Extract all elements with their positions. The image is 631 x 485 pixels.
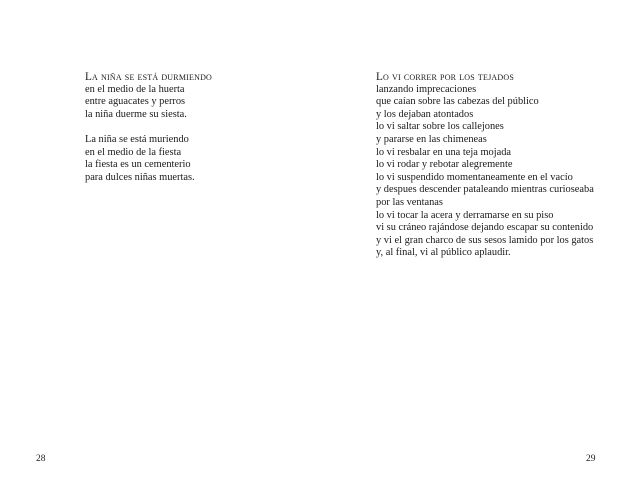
poem-line: en el medio de la huerta — [85, 83, 185, 95]
poem-line: la niña duerme su siesta. — [85, 108, 187, 120]
left-page — [0, 0, 315, 485]
right-page — [316, 0, 631, 485]
poem-line: para dulces niñas muertas. — [85, 171, 195, 183]
page-number-left: 28 — [36, 454, 46, 464]
poem-line: y vi el gran charco de sus sesos lamido por los gatos — [376, 234, 594, 246]
poem-line: que caían sobre las cabezas del público — [376, 96, 539, 108]
poem-line: entre aguacates y perros — [85, 96, 186, 108]
stanza-break — [85, 121, 212, 134]
poem-right — [376, 71, 594, 260]
page-number-right: 29 — [586, 454, 596, 464]
poem-line: vi su cráneo rajándose dejando escapar su contenido — [376, 222, 594, 234]
poem-line: lo vi saltar sobre los callejones — [376, 121, 504, 133]
stanza-1-first-line: La niña se está durmiendo — [85, 71, 213, 83]
poem-line: en el medio de la fiesta — [85, 146, 182, 158]
poem-line: por las ventanas — [376, 196, 443, 208]
poem-line: lanzando imprecaciones — [376, 83, 477, 95]
poem-line: lo vi rodar y rebotar alegremente — [376, 159, 513, 171]
poem-first-line: Lo vi correr por los tejados — [376, 71, 514, 83]
poem-line: y despues descender pataleando mientras curioseaba — [376, 184, 594, 196]
poem-line: y los dejaban atontados — [376, 108, 474, 120]
poem-line: la fiesta es un cementerio — [85, 159, 191, 171]
poem-line: lo vi suspendido momentaneamente en el vacío — [376, 171, 573, 183]
poem-line: y, al final, vi al público aplaudir. — [376, 247, 511, 259]
poem-line: lo vi resbalar en una teja mojada — [376, 146, 512, 158]
poem-line: lo vi tocar la acera y derramarse en su piso — [376, 209, 554, 221]
poem-left — [85, 71, 212, 184]
poem-line: y pararse en las chimeneas — [376, 133, 487, 145]
stanza-2-first-line: La niña se está muriendo — [85, 133, 189, 145]
